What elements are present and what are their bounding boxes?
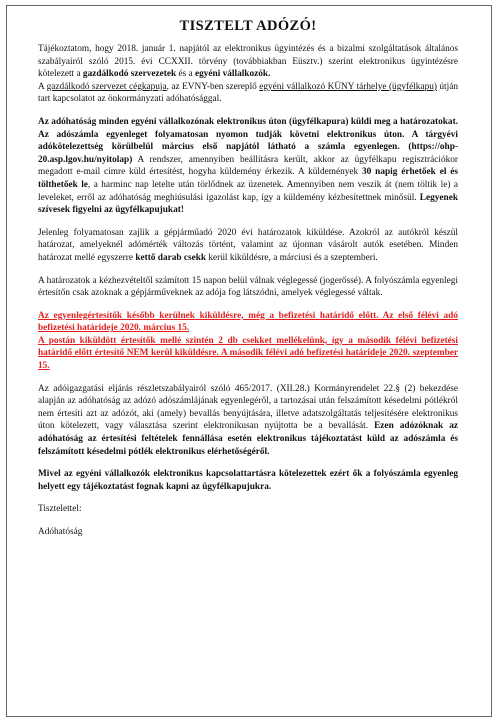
paragraph-electronic-delivery: Az adóhatóság minden egyéni vállalkozónak elektronikus úton (ügyfélkapura) küldi meg a határozatokat. Az adószámla egyenleget folyamatosan nyomon tudják követni elektronikus úton. A tárgyévi adókötelezettség körülbelül március első napjától látható a számla egyenlegen. (https://ohp-20.asp.lgov.hu/nyitolap) A rendszer, amennyiben beállításra került, akkor az ügyfélkapu regisztrációkor megadott e-mail címre küld értesítést, hogyha küldemény érkezik. A küldemények 30 napig érhetőek el és tölthetőek le, a harminc nap letelte után törlődnek az üzenetek. Amennyiben nem veszik át (nem töltik le) a leveleket, erről az adóhatóság meghiúsulási igazolást kap, így a küldemény kézbesítettnek minősül. Legyenek szívesek figyelni az ügyfélkapujukat!: [38, 116, 458, 216]
paragraph-contact: A gazdálkodó szervezet cégkapuja, az EVNY-ben szereplő egyéni vállalkozó KÜNY tárhelye (ügyfélkapu) útján tart kapcsolatot az önkormányzati adóhatósággal.: [38, 81, 458, 105]
notice-first-deadline: Az egyenlegértesítők később kerülnek kiküldésre, még a befizetési határidő előtt. Az első félévi adó befizetési határideje 2020. március 15.: [38, 310, 458, 334]
signature: Adóhatóság: [38, 527, 83, 537]
page-title: TISZTELT ADÓZÓ!: [179, 18, 317, 34]
paragraph-regulation: Az adóigazgatási eljárás részletszabályairól szóló 465/2017. (XII.28.) Kormányrendelet 22.§ (2) bekezdése alapján az adóhatóság az adózó adószámlájának egyenlegéről, a tartozásai után felszámított késedelmi pótlékról nem értesíti azt az adózót, aki (amely) bevallás benyújtására, illetve adatszolgáltatás teljesítésére elektronikus úton kötelezett, vagy választása szerint elektronikusan nyújtotta be a bevallását. Ezen adózóknak az adóhatóság az értesítési feltételek fennállása esetén elektronikus tájékoztatást küld az adószámla és felszámított késedelmi pótlék elektronikus elérhetőségéről.: [38, 383, 458, 457]
paragraph-vehicle-tax: Jelenleg folyamatosan zajlik a gépjárműadó 2020 évi határozatok kiküldése. Azokról az autókról készül határozat, amelyeknél adómérték változás történt, valamint az újonnan vásárolt autók esetében. Minden határozat mellé egyszerre kettő darab csekk kerül kiküldésre, a márciusi és a szeptemberi.: [38, 227, 458, 263]
paragraph-intro: Tájékoztatom, hogy 2018. január 1. napjától az elektronikus ügyintézés és a bizalmi szolgáltatások általános szabályairól szóló 2015. évi CCXXII. törvény (továbbiakban Eüsztv.) szerint elektronikus ügyintézésre kötelezett a gazdálkodó szervezetek és a egyéni vállalkozók.: [38, 44, 458, 80]
closing-greeting: Tisztelettel:: [38, 504, 82, 515]
paragraph-conclusion: Mivel az egyéni vállalkozók elektronikus kapcsolattartásra kötelezettek ezért ők a folyószámla egyenleg helyett egy tájékoztatást fognak kapni az ügyfélkapujukra.: [38, 469, 458, 492]
paragraph-finality: A határozatok a kézhezvételtől számított 15 napon belül válnak véglegessé (jogerőssé). A folyószámla egyenlegi értesítőn csak azoknak a gépjárműveknek az adója fog látszódni, amelyek véglegessé váltak.: [38, 275, 458, 299]
notice-second-deadline: A postán kiküldött értesítők mellé szintén 2 db csekket mellékelünk, így a második félévi befizetési határidő előtt értesítő NEM kerül kiküldésre. A második félévi adó befizetési határideje 2020. szeptember 15.: [38, 335, 458, 372]
letter-body: [38, 18, 458, 549]
